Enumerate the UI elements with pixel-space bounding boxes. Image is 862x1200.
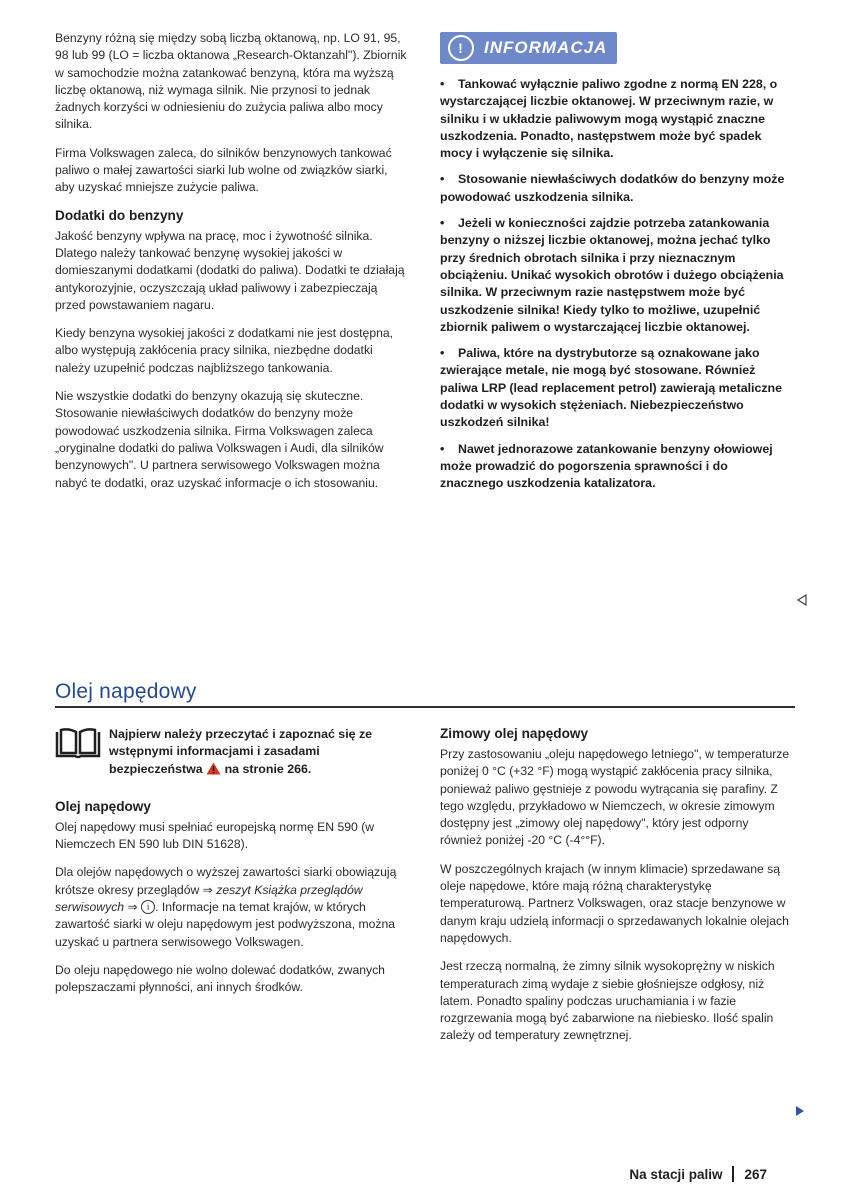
paragraph: W poszczególnych krajach (w innym klimacie) sprzedawane są oleje napędowe, które mają różną charakterystykę temperaturową. Partnerz Volkswagen, oraz stacje benzynowe w danym kraju udzielą informacji o sprzedawanych lokalnie olejach napędowych. xyxy=(440,861,789,945)
info-circle-icon: ! xyxy=(448,35,474,61)
paragraph: Nie wszystkie dodatki do benzyny okazują się skuteczne. Stosowanie niewłaściwych dodatków do benzyny może powodować uszkodzenia silnika. Firma Volkswagen zaleca „oryginalne dodatki do paliwa Volkswagen i Audi, dla silników benzynowych". U partnera serwisowego Volkswagen można nabyć te dodatki, oraz uzyskać informacje o ich stosowaniu. xyxy=(55,389,384,490)
section-divider xyxy=(55,706,795,708)
next-page-triangle-icon[interactable] xyxy=(795,1105,805,1117)
footer-separator xyxy=(732,1166,734,1182)
paragraph: Benzyny różną się między sobą liczbą oktanową, np. LO 91, 95, 98 lub 99 (LO = liczba oktanowa „Research-Oktanzahl"). Zbiornik w samochodzie można zatankować benzyną, która ma wyższą liczbę oktanową, niż wymaga silnik. Nie przynosi to jednak żadnych korzyści w odniesieniu do zużycia paliwa albo mocy silnika. xyxy=(55,31,407,132)
info-bullet: • Tankować wyłącznie paliwo zgodne z normą EN 228, o wystarczającej liczbie oktanowej. W przeciwnym razie, w silniku i w układzie paliwowym mogą wystąpić znaczne uszkodzenia. Ponadto, następstwem może być spadek mocy i wyłączenie się silnika. xyxy=(440,77,778,161)
paragraph: Olej napędowy musi spełniać europejską normę EN 590 (w Niemczech EN 590 lub DIN 51628). xyxy=(55,819,375,852)
paragraph: Przy zastosowaniu „oleju napędowego letniego", w temperaturze poniżej 0 °C (+32 °F) mogą wystąpić zakłócenia pracy silnika, ponieważ paliwo gęstnieje z powodu wytrącania się parafiny. Z tego względu, przykładowo w Niemczech, w okresie zimowym dostępny jest „zimowy olej napędowy", który jest odporny również poniżej -20 °C (-4°°F). xyxy=(440,747,790,848)
paragraph: Jest rzeczą normalną, że zimny silnik wysokoprężny w niskich temperaturach zimą wydaje z siebie głośniejsze odgłosy, niż latem. Ponadto spaliny podczas uruchamiania i w fazie rozgrzewania mogą być zabarwione na niebiesko. Ilość spalin zależy od temperatury zewnętrznej. xyxy=(440,959,775,1043)
paragraph: Kiedy benzyna wysokiej jakości z dodatkami nie jest dostępna, albo występują zakłócenia pracy silnika, niezbędne dodatki należy uzupełnić podczas najbliższego tankowania. xyxy=(55,326,394,375)
subheading: Dodatki do benzyny xyxy=(55,207,184,223)
info-bullet: • Stosowanie niewłaściwych dodatków do benzyny może powodować uszkodzenia silnika. xyxy=(440,172,785,204)
info-bullet: • Jeżeli w konieczności zajdzie potrzeba zatankowania benzyny o niższej liczbie oktanowej, można jechać tylko przy średnich obrotach silnika i przy nieznacznym obciążeniu. Unikać wysokich obrotów i dużego obciążenia silnika. W przeciwnym razie następstwem może być uszkodzenie silnika! Kiedy tylko to możliwe, uzupełnić zbiornik paliwem o wystarczającej liczbie oktanowej. xyxy=(440,216,784,334)
info-circle-icon[interactable]: i xyxy=(141,900,155,914)
section-title: Olej napędowy xyxy=(55,680,197,703)
service-book-reference[interactable]: zeszyt Książka przeglądów serwisowych xyxy=(55,882,363,915)
paragraph: Firma Volkswagen zaleca, do silników benzynowych tankować paliwo o małej zawartości siarki lub wolne od związków siarki, aby uzyskać mniejsze zużycie paliwa. xyxy=(55,145,392,195)
book-icon xyxy=(55,726,101,760)
information-label: ! INFORMACJA xyxy=(440,32,617,64)
warning-triangle-icon xyxy=(206,762,221,775)
intro-text: Najpierw należy przeczytać i zapoznać się ze wstępnymi informacjami i zasadami bezpieczeństwa xyxy=(109,727,373,776)
back-triangle-icon[interactable] xyxy=(797,594,807,606)
footer-section: Na stacji paliw xyxy=(629,1167,723,1182)
information-box xyxy=(440,32,792,502)
paragraph: Jakość benzyny wpływa na pracę, moc i żywotność silnika. Dlatego należy tankować benzynę wysokiej jakości w domieszanymi dodatkami (dodatki do paliwa). Dodatki te działają antykorozyjnie, oczyszczają układ paliwowy i zabezpieczają przed powstawaniem nagaru. xyxy=(55,228,405,312)
subheading: Zimowy olej napędowy xyxy=(440,726,589,741)
intro-note xyxy=(55,726,408,778)
intro-page-ref[interactable]: na stronie 266. xyxy=(224,761,312,776)
subheading: Olej napędowy xyxy=(55,798,151,814)
page-number: 267 xyxy=(744,1167,767,1182)
page-footer xyxy=(629,1166,767,1182)
paragraph: Do oleju napędowego nie wolno dolewać dodatków, zwanych polepszaczami płynności, ani innych środków. xyxy=(55,962,385,995)
left-top-column xyxy=(55,30,408,503)
left-bottom-column xyxy=(55,726,408,1008)
info-bullet: • Paliwa, które na dystrybutorze są oznakowane jako zwierające metale, nie mogą być stosowane. Również paliwa LRP (lead replacement petrol) zawierają metaliczne dodatki w wysokich stężeniach. Niebezpieczeństwo uszkodzeń silnika! xyxy=(440,346,783,430)
paragraph: Dla olejów napędowych o wyższej zawartości siarki obowiązują krótsze okresy przeglądów ⇒ zeszyt Książka przeglądów serwisowych ⇒ i . Informacje na temat krajów, w których zawartość siarki w oleju napędowym jest podwyższona, można uzyskać u partnera serwisowego Volkswagen. xyxy=(55,865,397,949)
right-bottom-column xyxy=(440,726,792,1056)
info-bullet: • Nawet jednorazowe zatankowanie benzyny ołowiowej może prowadzić do pogorszenia sprawności i do znacznego uszkodzenia katalizatora. xyxy=(440,441,773,491)
